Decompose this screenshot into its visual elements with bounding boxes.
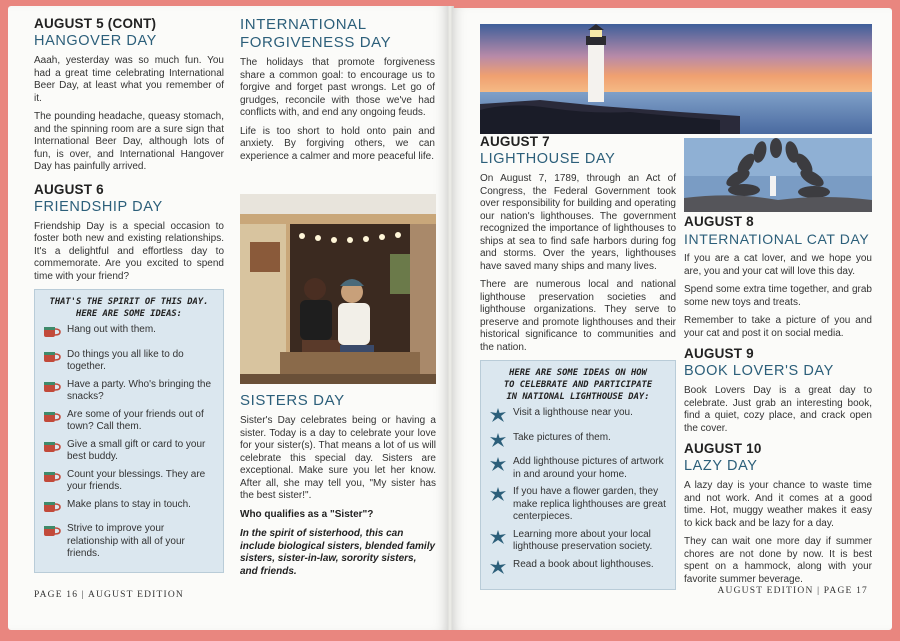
sisters-title: SISTERS DAY	[240, 392, 345, 409]
lazy-title: LAZY DAY	[684, 458, 758, 474]
sisters-question: Who qualifies as a "Sister"?	[240, 508, 374, 520]
sisters-answer: In the spirit of sisterhood, this can include biological sisters, blended family sisters, sister-in-law, sorority sisters, and friends.	[240, 528, 436, 577]
list-item	[489, 529, 667, 554]
friendship-ideas-list	[43, 324, 215, 561]
list-item-text: Add lighthouse pictures of artwork in and around your home.	[513, 456, 664, 480]
stone-arch-lighthouse-image	[684, 138, 872, 212]
forgiveness-title-line-1: INTERNATIONAL	[240, 16, 367, 33]
starfish-icon	[489, 486, 513, 506]
left-page-footer: PAGE 16 | AUGUST EDITION	[34, 590, 184, 600]
lighthouse-ideas-list	[489, 407, 667, 578]
cat-title: INTERNATIONAL CAT DAY	[684, 231, 870, 247]
list-item	[43, 523, 215, 561]
mug-icon	[43, 379, 67, 399]
list-item	[489, 432, 667, 452]
list-item-text: Learning more about your local lighthouse preservation society.	[513, 528, 653, 552]
list-item-text: Do things you all like to do together.	[67, 348, 184, 372]
lighthouse-ideas-heading	[489, 367, 667, 403]
list-item	[489, 486, 667, 524]
list-item	[43, 324, 215, 344]
list-item	[43, 409, 215, 434]
right-column-right-page	[684, 214, 872, 592]
list-item	[43, 349, 215, 374]
list-item	[43, 469, 215, 494]
mug-icon	[43, 439, 67, 459]
hangover-title: HANGOVER DAY	[34, 33, 157, 49]
lh-heading-line-3: IN NATIONAL LIGHTHOUSE DAY:	[506, 392, 650, 402]
list-item-text: Hang out with them.	[67, 324, 156, 335]
list-item-text: Make plans to stay in touch.	[67, 498, 191, 510]
van-friends-image	[240, 194, 436, 384]
cat-date: AUGUST 8	[684, 214, 754, 229]
friendship-date: AUGUST 6	[34, 181, 104, 197]
list-item-text: Read a book about lighthouses.	[513, 558, 654, 570]
mug-icon	[43, 499, 67, 519]
starfish-icon	[489, 456, 513, 476]
right-column-left-page	[240, 16, 435, 169]
starfish-icon	[489, 432, 513, 452]
lighthouse-title: LIGHTHOUSE DAY	[480, 151, 616, 167]
list-item	[43, 499, 215, 519]
list-item-text: Take pictures of them.	[513, 431, 611, 443]
list-item-text: Count your blessings. They are your friends.	[67, 468, 206, 492]
hangover-paragraph-1: Aaah, yesterday was so much fun. You had a great time celebrating International Beer Day, at least what you remember of it.	[34, 55, 224, 104]
starfish-icon	[489, 529, 513, 549]
friendship-ideas-box	[34, 289, 224, 573]
cat-paragraph-3: Remember to take a picture of you and your cat and post it on social media.	[684, 315, 872, 339]
right-page-footer: AUGUST EDITION | PAGE 17	[717, 586, 868, 596]
van-photo	[240, 194, 436, 384]
starfish-icon	[489, 407, 513, 427]
cat-paragraph-2: Spend some extra time together, and grab some new toys and treats.	[684, 284, 872, 308]
forgiveness-paragraph-1: The holidays that promote forgiveness share a common goal: to encourage us to forgive and forget past wrongs. Let go of grudges, reconcile with those we've had conflicts with, and end any ongoing feuds.	[240, 57, 435, 118]
lighthouse-paragraph-1: On August 7, 1789, through an Act of Congress, the Federal Government took over responsibility for building and operating our nation's lighthouses. The government recognized the importance of lighthouses to ships at sea to find safe harbors during fog and storms. Over the years, lighthouses have saved many ships and many lives.	[480, 173, 676, 272]
list-item	[489, 559, 667, 579]
sisters-paragraph-1: Sister's Day celebrates being or having a sister. Today is a day to celebrate your love for your sister(s). That means a lot of us will celebrate this special day. Sisters are exceptional. Make sure you let her know. After all, she may tell you, "My sister has the best sister!".	[240, 415, 436, 501]
list-item-text: If you have a flower garden, they make replica lighthouses are great centerpieces.	[513, 486, 666, 522]
mug-icon	[43, 409, 67, 429]
lighthouse-sunset-image	[480, 24, 872, 134]
mug-icon	[43, 349, 67, 369]
book-paragraph-1: Book Lovers Day is a great day to celebrate. Just grab an interesting book, find a quiet, cozy place, and crack open the cover.	[684, 385, 872, 434]
page-17	[452, 8, 892, 630]
lazy-paragraph-2: They can wait one more day if summer chores are not done by now. It is best spent on a hammock, along with your favorite summer beverage.	[684, 536, 872, 585]
lighthouse-paragraph-2: There are numerous local and national lighthouse preservation societies and lighthouse organizations. They serve to preserve and promote lighthouses and their historical significance to communities and the nation.	[480, 279, 676, 353]
stone-arch-photo	[684, 138, 872, 212]
list-item-text: Strive to improve your relationship with all of your friends.	[67, 523, 185, 559]
ideas-heading-line-2: HERE ARE SOME IDEAS:	[76, 309, 182, 319]
starfish-icon	[489, 559, 513, 579]
forgiveness-paragraph-2: Life is too short to hold onto pain and anxiety. By forgiving others, we can experience a calmer and more peaceful life.	[240, 125, 435, 162]
lighthouse-date: AUGUST 7	[480, 134, 550, 149]
lh-heading-line-2: TO CELEBRATE AND PARTICIPATE	[503, 380, 653, 390]
forgiveness-title	[240, 16, 435, 52]
list-item-text: Have a party. Who's bringing the snacks?	[67, 378, 212, 402]
lighthouse-ideas-box	[480, 360, 676, 590]
list-item-text: Give a small gift or card to your best buddy.	[67, 438, 206, 462]
lighthouse-photo	[480, 24, 872, 134]
hangover-date: AUGUST 5 (CONT)	[34, 16, 157, 31]
mug-icon	[43, 523, 67, 543]
left-column	[34, 16, 224, 573]
list-item-text: Are some of your friends out of town? Call them.	[67, 408, 204, 432]
forgiveness-title-line-2: FORGIVENESS DAY	[240, 34, 392, 51]
hangover-paragraph-2: The pounding headache, queasy stomach, and the spinning room are a sure sign that International Beer Day, although lots of fun, is over, and International Hangover Day has painfully arrived.	[34, 111, 224, 172]
list-item	[43, 379, 215, 404]
cat-paragraph-1: If you are a cat lover, and we hope you are, you and your cat will love this day.	[684, 253, 872, 277]
list-item	[489, 456, 667, 481]
book-title: BOOK LOVER'S DAY	[684, 363, 834, 379]
friendship-ideas-heading	[43, 296, 215, 320]
mug-icon	[43, 324, 67, 344]
lazy-paragraph-1: A lazy day is your chance to waste time and not work. And it comes at a good time. Hot, muggy weather makes it easy to kick back and be lazy for a day.	[684, 480, 872, 529]
lighthouse-section	[480, 134, 676, 590]
sisters-section	[240, 392, 436, 584]
list-item-text: Visit a lighthouse near you.	[513, 407, 633, 418]
page-16	[8, 6, 448, 630]
friendship-paragraph-1: Friendship Day is a special occasion to foster both new and existing relationships. It's a delightful and effortless day to commemorate. Are you excited to spend time with your friend?	[34, 220, 224, 282]
lazy-date: AUGUST 10	[684, 441, 762, 456]
mug-icon	[43, 469, 67, 489]
ideas-heading-line-1: THAT'S THE SPIRIT OF THIS DAY.	[49, 297, 209, 307]
book-date: AUGUST 9	[684, 346, 754, 361]
lh-heading-line-1: HERE ARE SOME IDEAS ON HOW	[509, 368, 647, 378]
list-item	[43, 439, 215, 464]
friendship-title: FRIENDSHIP DAY	[34, 198, 163, 215]
list-item	[489, 407, 667, 427]
